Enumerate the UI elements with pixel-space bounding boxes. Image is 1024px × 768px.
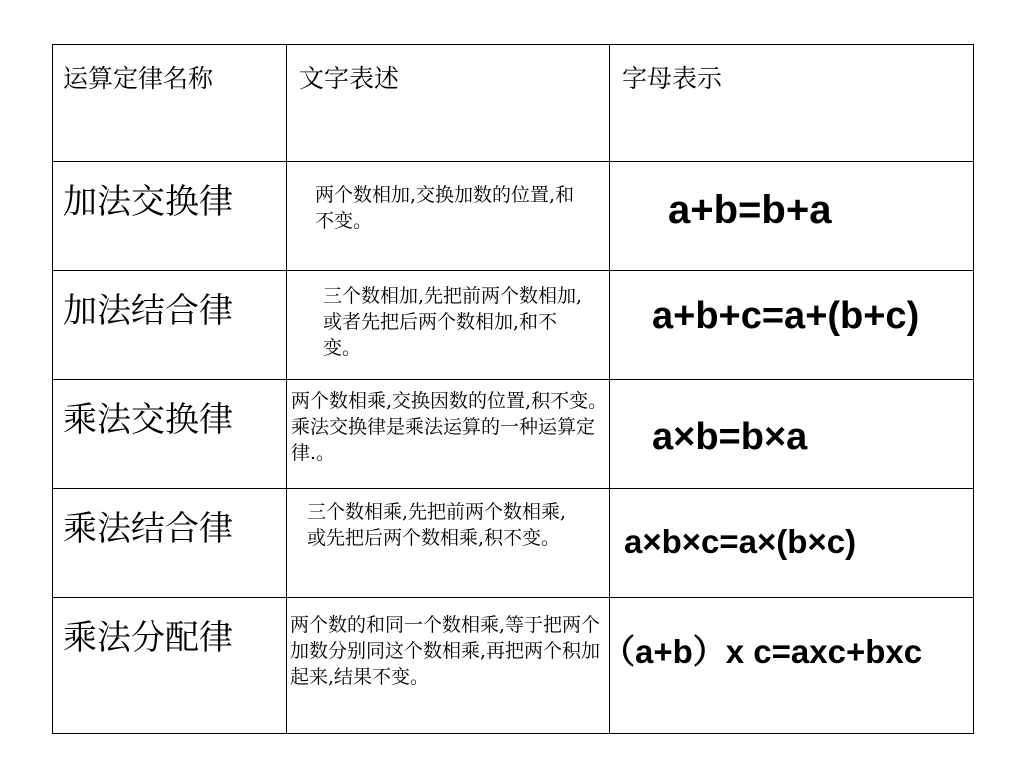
law-description: 三个数相加,先把前两个数相加,或者先把后两个数相加,和不变。: [323, 285, 583, 359]
operation-laws-table: [52, 44, 974, 734]
law-formula: （a+b）x c=axc+bxc: [602, 633, 923, 670]
header-text-description: 文字表述: [299, 64, 400, 93]
table-row: [53, 598, 974, 734]
law-description: 两个数相加,交换加数的位置,和不变。: [315, 184, 575, 232]
law-name: 加法交换律: [63, 182, 233, 222]
law-name: 加法结合律: [63, 291, 233, 331]
law-formula: a×b=b×a: [652, 416, 808, 458]
header-cell-text: [287, 45, 610, 162]
law-description: 两个数的和同一个数相乘,等于把两个加数分别同这个数相乘,再把两个积加起来,结果不变。: [290, 614, 601, 688]
table-row: [53, 162, 974, 271]
law-formula: a+b=b+a: [668, 188, 832, 232]
law-formula: a+b+c=a+(b+c): [652, 295, 920, 337]
law-name: 乘法分配律: [63, 618, 233, 658]
header-law-name: 运算定律名称: [63, 64, 214, 93]
table-row: [53, 271, 974, 380]
header-row: [53, 45, 974, 162]
header-letter-notation: 字母表示: [622, 64, 723, 93]
table-row: [53, 489, 974, 598]
table-row: [53, 380, 974, 489]
law-description: 三个数相乘,先把前两个数相乘,或先把后两个数相乘,积不变。: [307, 501, 567, 549]
law-name: 乘法交换律: [63, 400, 233, 440]
header-cell-letter: [610, 45, 974, 162]
law-formula: a×b×c=a×(b×c): [624, 523, 857, 560]
law-description: 两个数相乘,交换因数的位置,积不变。 乘法交换律是乘法运算的一种运算定律.。: [291, 390, 608, 464]
header-cell-name: [53, 45, 287, 162]
law-name: 乘法结合律: [63, 509, 233, 549]
